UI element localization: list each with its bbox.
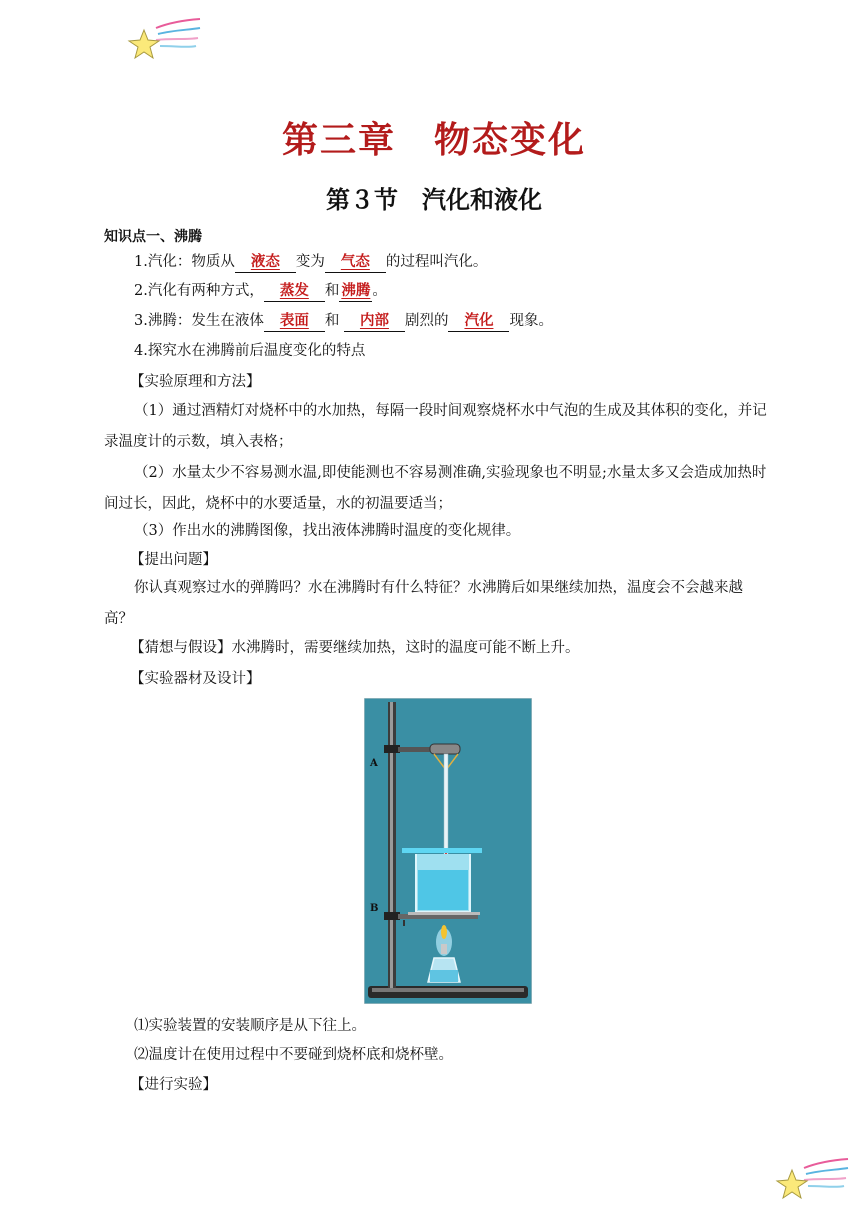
item-boiling-definition: 3.沸腾：发生在液体 表面 和 内部 剧烈的 汽化 现象。 <box>134 311 553 332</box>
answer-blank: 液态 <box>235 252 296 273</box>
label-a: A <box>370 758 378 769</box>
item-vaporization-methods: 2.汽化有两种方式， 蒸发 和 沸腾 。 <box>134 281 387 302</box>
paragraph: （1）通过酒精灯对烧杯中的水加热，每隔一段时间观察烧杯水中气泡的生成及其体积的变化，并记录温度计的示数，填入表格； <box>104 403 767 450</box>
bracket-heading: 【实验器材及设计】 <box>130 671 261 687</box>
bracket-heading: 【实验原理和方法】 <box>130 374 261 390</box>
bracket-heading: 【猜想与假设】 <box>130 640 232 656</box>
section-title: 第３节 汽化和液化 <box>326 185 542 214</box>
answer-blank: 蒸发 <box>264 281 325 302</box>
answer-blank: 内部 <box>344 311 405 332</box>
note-line: ⑴实验装置的安装顺序是从下往上。 <box>134 1018 366 1034</box>
answer-blank: 汽化 <box>448 311 509 332</box>
bracket-heading: 【提出问题】 <box>130 552 217 568</box>
bracket-heading: 【进行实验】 <box>130 1077 217 1093</box>
paragraph: （3）作出水的沸腾图像，找出液体沸腾时温度的变化规律。 <box>134 523 521 539</box>
boiling-apparatus-figure <box>364 698 532 1004</box>
answer-blank: 沸腾 <box>339 281 372 302</box>
paragraph: 你认真观察过水的弹腾吗？水在沸腾时有什么特征？水沸腾后如果继续加热，温度会不会越来越高？ <box>104 580 743 627</box>
chapter-title: 第三章 物态变化 <box>281 119 586 161</box>
hypothesis-line: 【猜想与假设】水沸腾时，需要继续加热，这时的温度可能不断上升。 <box>130 640 580 656</box>
knowledge-point-heading: 知识点一、沸腾 <box>104 229 202 245</box>
item-experiment-title: 4.探究水在沸腾前后温度变化的特点 <box>134 343 366 359</box>
shooting-star-icon <box>126 16 202 64</box>
note-line: ⑵温度计在使用过程中不要碰到烧杯底和烧杯壁。 <box>134 1047 453 1063</box>
paragraph: （2）水量太少不容易测水温,即使能测也不容易测准确,实验现象也不明显;水量太多又会造成加热时间过长，因此，烧杯中的水要适量，水的初温要适当； <box>104 465 767 512</box>
shooting-star-icon <box>774 1156 850 1204</box>
item-vaporization-definition: 1.汽化：物质从 液态 变为 气态 的过程叫汽化。 <box>134 252 487 273</box>
answer-blank: 表面 <box>264 311 325 332</box>
label-b: B <box>370 903 379 914</box>
answer-blank: 气态 <box>325 252 386 273</box>
